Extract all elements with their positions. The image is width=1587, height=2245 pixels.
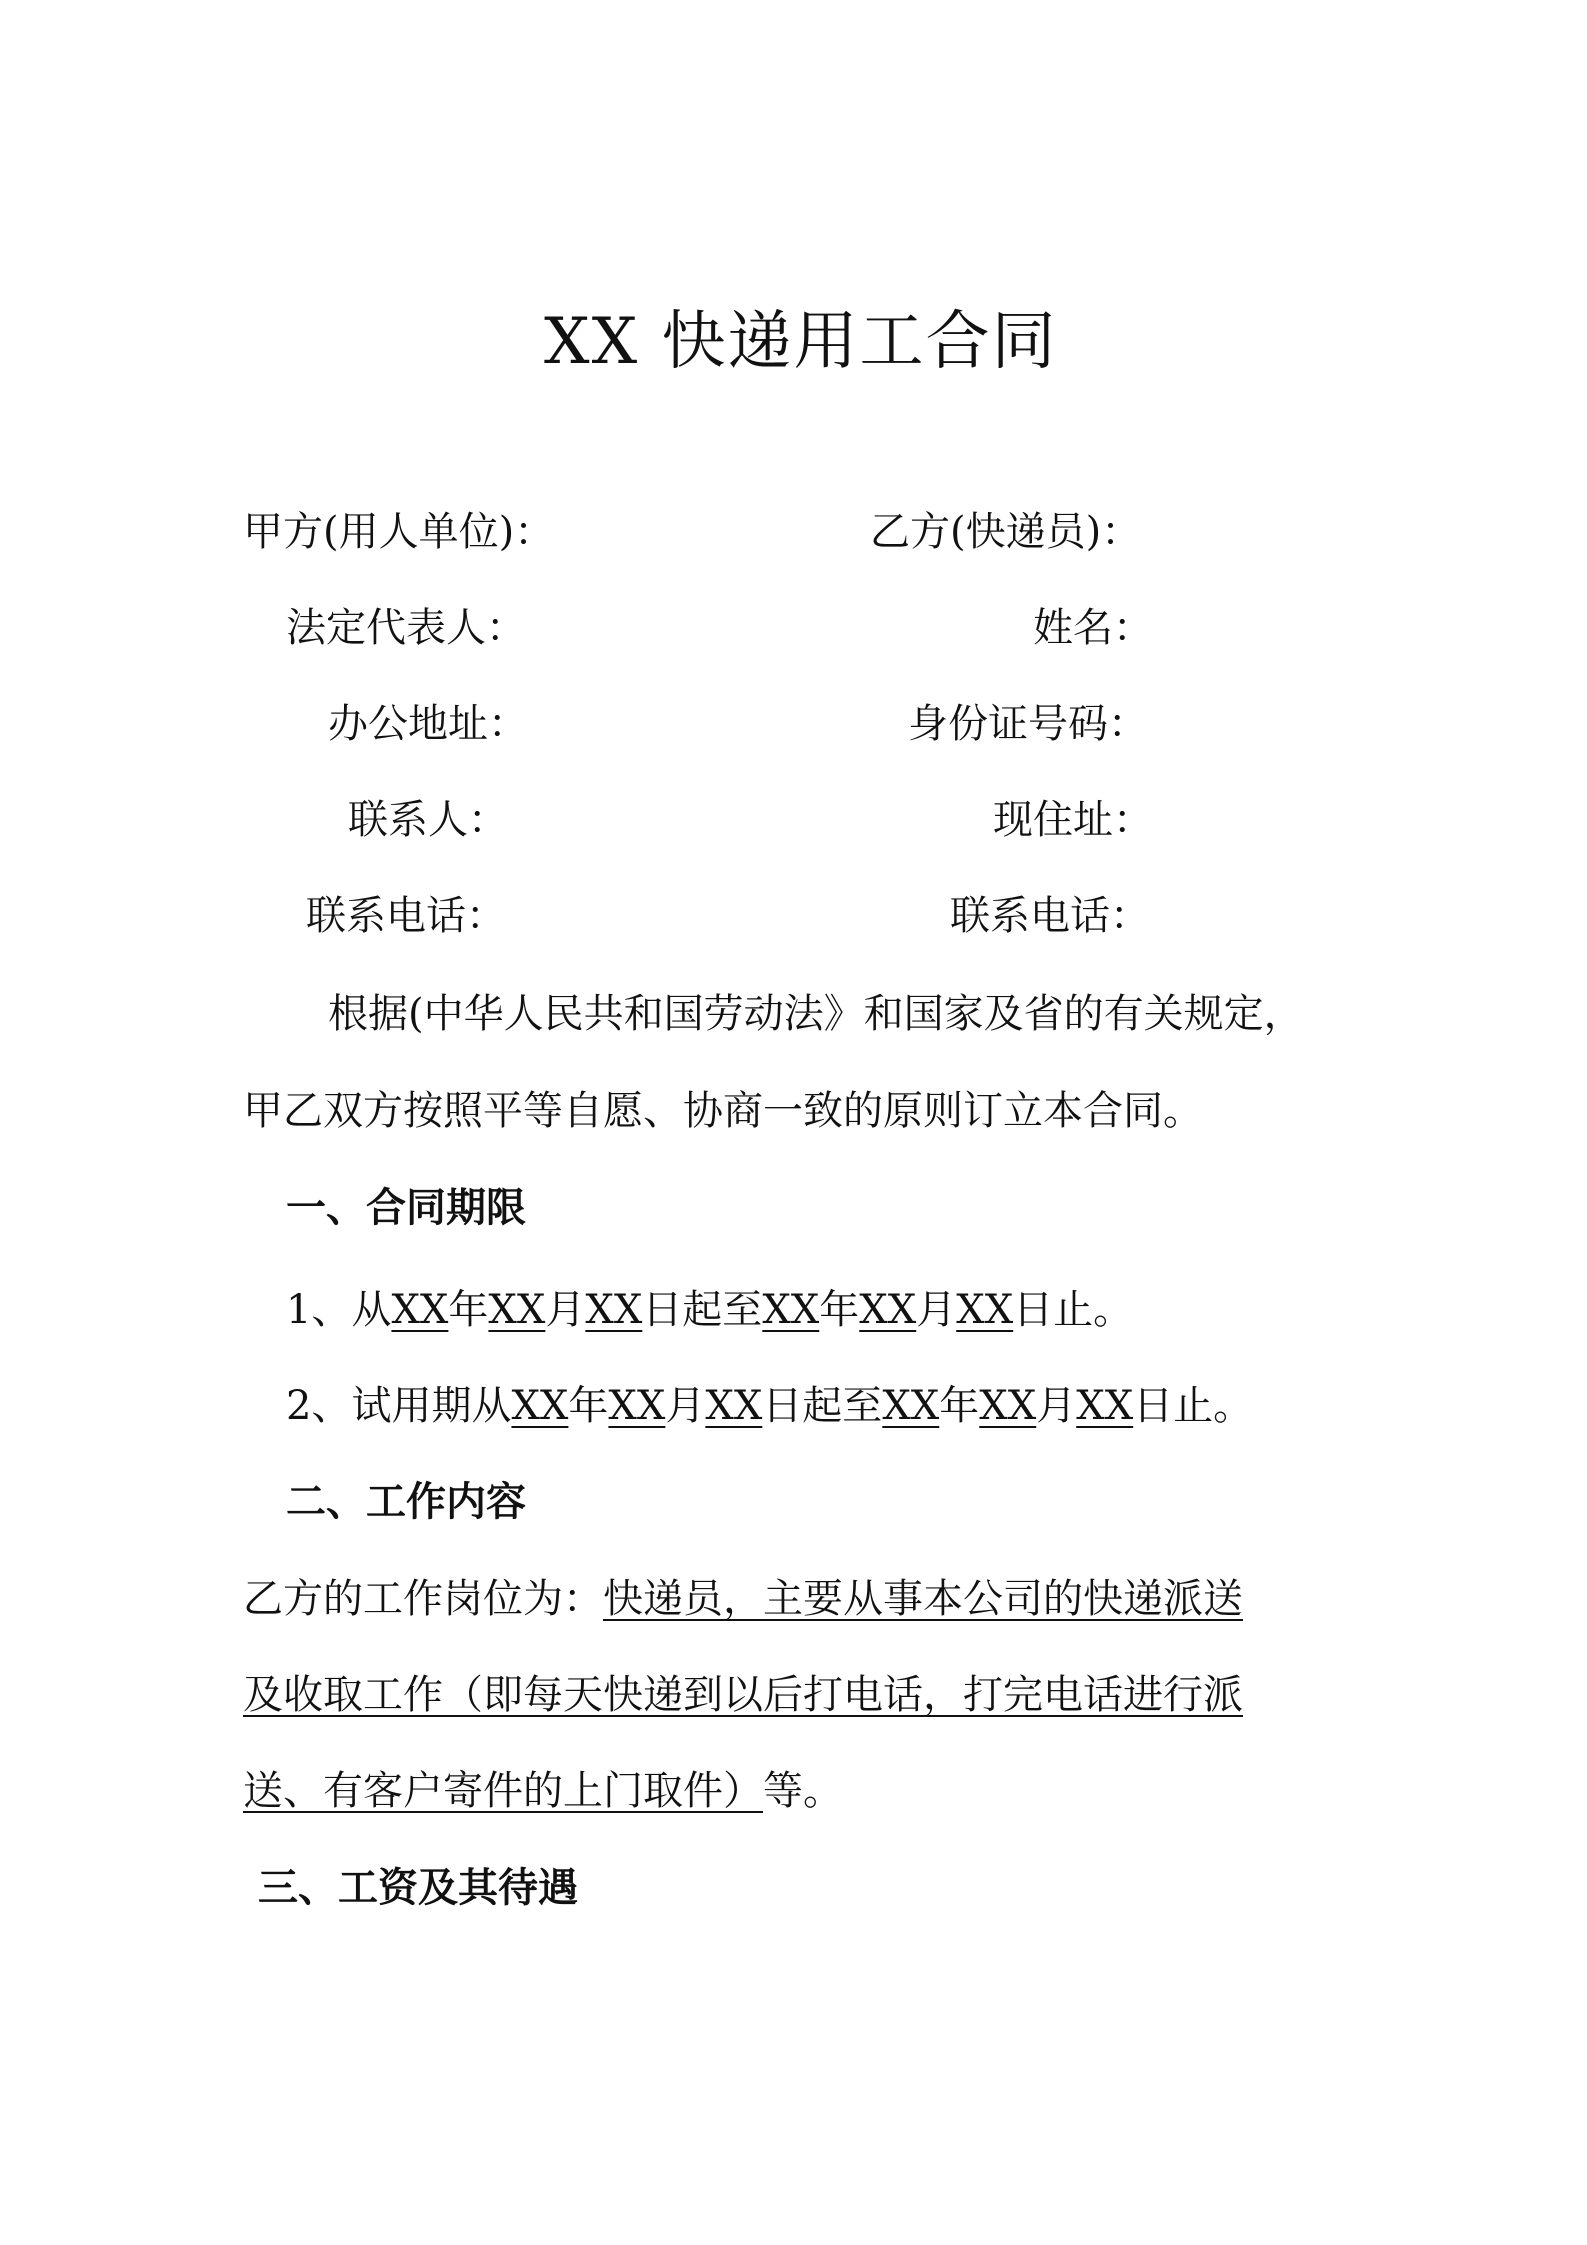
party-a-contact-label: 联系人：: [348, 797, 508, 843]
section-1-heading: 一、合同期限: [286, 1184, 526, 1231]
year-label: 年: [939, 1383, 980, 1429]
year-label: 年: [448, 1287, 489, 1333]
job-description-line-1: [243, 1571, 1243, 1627]
until-label: 日止。: [1133, 1383, 1254, 1429]
end-month: XX: [859, 1287, 917, 1333]
party-a-legal-rep-label: 法定代表人：: [286, 605, 526, 651]
from-to-label: 日起至: [762, 1383, 883, 1429]
probation-start-day: XX: [705, 1383, 763, 1429]
probation-start-year: XX: [511, 1383, 569, 1429]
party-b-id-number-label: 身份证号码：: [908, 701, 1148, 747]
party-a-phone-label: 联系电话：: [306, 893, 506, 939]
job-description-underlined-1: 快递员，主要从事本公司的快递派送: [603, 1576, 1243, 1622]
term-clause-1-prefix: 1、从: [286, 1287, 392, 1333]
end-year: XX: [762, 1287, 820, 1333]
party-b-label: 乙方(快递员)：: [870, 509, 1142, 555]
job-description-underlined-3: 送、有客户寄件的上门取件）: [243, 1768, 763, 1814]
probation-end-year: XX: [882, 1383, 940, 1429]
job-description-underlined-2: 及收取工作（即每天快递到以后打电话，打完电话进行派: [243, 1672, 1243, 1718]
preamble-line-2: 甲乙双方按照平等自愿、协商一致的原则订立本合同。: [243, 1088, 1203, 1134]
preamble-line-1: 根据(中华人民共和国劳动法》和国家及省的有关规定，: [328, 991, 1304, 1037]
party-b-address-label: 现住址：: [993, 797, 1153, 843]
party-b-phone-label: 联系电话：: [950, 893, 1150, 939]
term-clause-1: [286, 1282, 1133, 1338]
job-position-prefix: 乙方的工作岗位为：: [243, 1576, 603, 1622]
probation-end-day: XX: [1076, 1383, 1134, 1429]
year-label: 年: [568, 1383, 609, 1429]
start-day: XX: [585, 1287, 643, 1333]
from-to-label: 日起至: [642, 1287, 763, 1333]
month-label: 月: [545, 1287, 586, 1333]
month-label: 月: [665, 1383, 706, 1429]
start-year: XX: [391, 1287, 449, 1333]
month-label: 月: [1036, 1383, 1077, 1429]
month-label: 月: [916, 1287, 957, 1333]
section-2-heading: 二、工作内容: [286, 1478, 526, 1525]
year-label: 年: [819, 1287, 860, 1333]
until-label: 日止。: [1013, 1287, 1134, 1333]
party-a-label: 甲方(用人单位)：: [243, 509, 555, 555]
party-a-office-address-label: 办公地址：: [328, 701, 528, 747]
party-b-name-label: 姓名：: [1033, 605, 1153, 651]
job-description-suffix: 等。: [763, 1768, 843, 1814]
job-description-line-2: [243, 1667, 1243, 1723]
term-clause-2: [286, 1378, 1253, 1434]
probation-end-month: XX: [979, 1383, 1037, 1429]
probation-start-month: XX: [608, 1383, 666, 1429]
end-day: XX: [956, 1287, 1014, 1333]
start-month: XX: [488, 1287, 546, 1333]
section-3-heading: 三、工资及其待遇: [258, 1864, 578, 1911]
job-description-line-3: [243, 1763, 843, 1819]
term-clause-2-prefix: 2、试用期从: [286, 1383, 512, 1429]
page-title: XX 快递用工合同: [544, 305, 1058, 379]
